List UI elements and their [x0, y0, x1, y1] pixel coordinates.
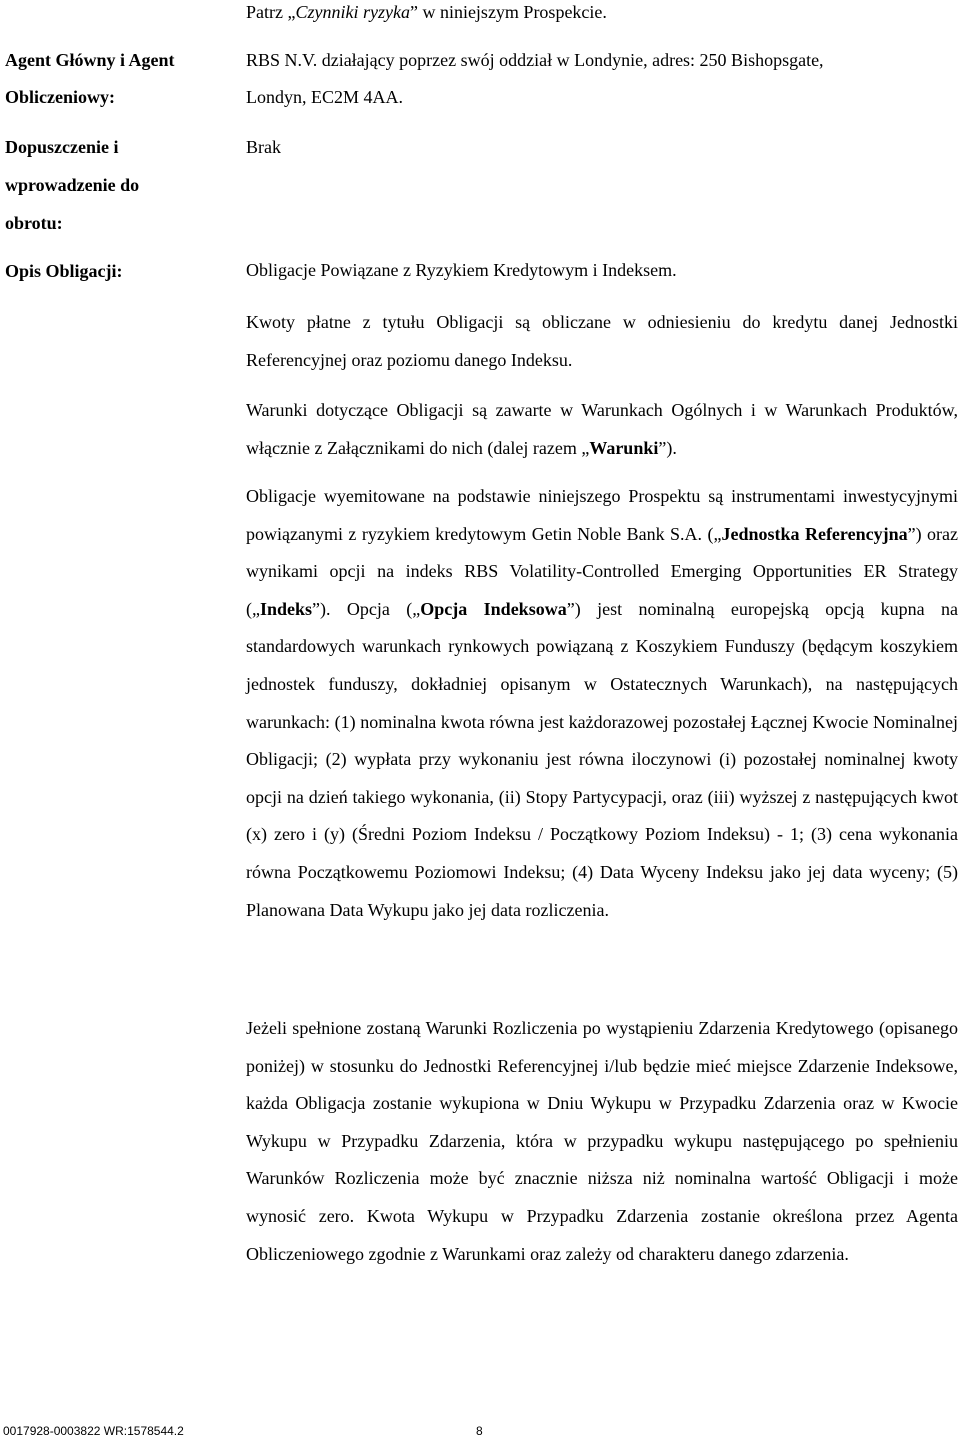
footer-page-number: 8 [476, 1424, 483, 1438]
p4-bold-index: Indeks [259, 598, 313, 619]
admission-label [5, 128, 227, 242]
agent-label-line2: Obliczeniowy: [5, 87, 115, 107]
risk-ref-suffix: ” w niniejszym Prospekcie. [409, 2, 607, 22]
risk-ref-prefix: Patrz „ [246, 2, 296, 22]
p3-text-a: Warunki dotyczące Obligacji są zawarte w Warunkach Ogólnych i w Warunkach Produktów, włącznie z Załącznikami do nich (dalej razem „ [246, 400, 958, 458]
description-paragraph-5: Jeżeli spełnione zostaną Warunki Rozliczenia po wystąpieniu Zdarzenia Kredytowego (opisanego poniżej) w stosunku do Jednostki Referencyjnej i/lub będzie mieć miejsce Zdarzenie Indeksowe, każda Obligacja zostanie wykupiona w Dniu Wykupu w Przypadku Zdarzenia oraz w Kwocie Wykupu w Przypadku Zdarzenia, która w przypadku wykupu następującego po spełnieniu Warunków Rozliczenia może być znacznie niższa niż nominalna wartość Obligacji i może wynosić zero. Kwota Wykupu w Przypadku Zdarzenia zostanie określona przez Agenta Obliczeniowego zgodnie z Warunkami oraz zależy od charakteru danego zdarzenia. [246, 1018, 958, 1264]
admission-value: Brak [246, 137, 281, 157]
footer-reference: 0017928-0003822 WR:1578544.2 [3, 1424, 184, 1438]
p3-text-b: ”). [658, 437, 677, 458]
admission-label-line1: Dopuszczenie i [5, 137, 119, 157]
description-label: Opis Obligacji: [5, 261, 123, 281]
p4-text-b: ”) oraz wynikami opcji na indeks RBS Volatility-Controlled Emerging Opportunities ER Strategy („ [246, 523, 958, 619]
description-paragraph-3 [246, 392, 958, 467]
risk-ref-italic: Czynniki ryzyka [295, 2, 410, 22]
risk-factors-reference [246, 0, 607, 24]
description-paragraph-2: Kwoty płatne z tytułu Obligacji są obliczane w odniesieniu do kredytu danej Jednostki Referencyjnej oraz poziomu danego Indeksu. [246, 312, 958, 370]
agent-value-line2: Londyn, EC2M 4AA. [246, 87, 403, 107]
agent-label [5, 42, 227, 116]
p4-text-a: Obligacje wyemitowane na podstawie niniejszego Prospektu są instrumentami inwestycyjnymi powiązanymi z ryzykiem kredytowym Getin Noble Bank S.A. („ [246, 486, 958, 544]
description-paragraph-1: Obligacje Powiązane z Ryzykiem Kredytowym i Indeksem. [246, 260, 677, 280]
agent-value [246, 42, 958, 116]
p4-text-d: ”) jest nominalną europejską opcją kupna na standardowych warunkach rynkowych powiązaną z Koszykiem Funduszy (będącym koszykiem jednostek funduszy, dokładniej opisanym w Ostatecznych Warunkach), na następujących warunkach: (1) nominalna kwota równa jest każdorazowej pozostałej Łącznej Kwocie Nominalnej Obligacji; (2) wypłata przy wykonaniu jest równa iloczynowi (i) pozostałej nominalnej kwoty opcji na dzień takiego wykonania, (ii) Stopy Partycypacji, oraz (iii) wyższej z następujących kwot (x) zero i (y) (Średni Poziom Indeksu / Początkowy Poziom Indeksu) - 1; (3) cena wykonania równa Początkowemu Poziomowi Indeksu; (4) Data Wyceny Indeksu jako jej data wyceny; (5) Planowana Data Wykupu jako jej data rozliczenia. [246, 598, 958, 920]
p4-bold-index-option: Opcja Indeksowa [420, 598, 567, 619]
admission-label-line2: wprowadzenie do [5, 175, 140, 195]
p4-bold-reference-entity: Jednostka Referencyjna [721, 523, 908, 544]
p3-bold-warunki: Warunki [589, 437, 659, 458]
agent-value-line1: RBS N.V. działający poprzez swój oddział w Londynie, adres: 250 Bishopsgate, [246, 50, 824, 70]
agent-label-line1: Agent Główny i Agent [5, 50, 175, 70]
description-paragraph-4 [246, 478, 958, 929]
admission-label-line3: obrotu: [5, 213, 63, 233]
p4-text-c: ”). Opcja („ [312, 598, 421, 619]
